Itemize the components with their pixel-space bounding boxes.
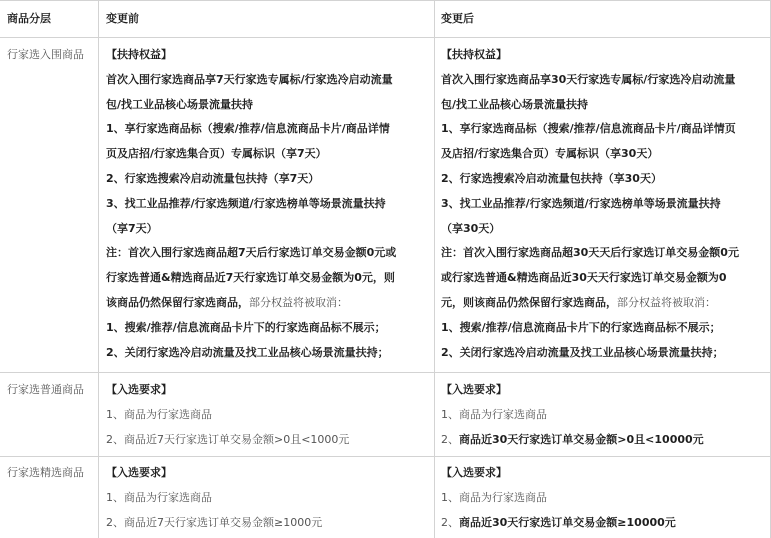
cell-line bbox=[441, 197, 721, 210]
cell-line bbox=[441, 98, 588, 111]
cell-line bbox=[106, 48, 172, 61]
col-divider-2 bbox=[434, 0, 435, 538]
cell-line-text: 2、 bbox=[441, 515, 459, 529]
cell-line-text: 【入选要求】 bbox=[441, 383, 507, 396]
cell-line-text: 2、 bbox=[441, 432, 459, 446]
cell-line bbox=[106, 433, 349, 446]
cell-line-text: 1、享行家选商品标（搜索/推荐/信息流商品卡片/商品详情页 bbox=[441, 122, 736, 136]
cell-line bbox=[106, 466, 172, 479]
cell-line-text: 1、商品为行家选商品 bbox=[106, 490, 212, 504]
cell-line-text: 及店招/行家选集合页）专属标识（享30天） bbox=[441, 147, 659, 161]
cell-line bbox=[106, 346, 389, 359]
cell-line bbox=[106, 516, 322, 529]
cell-line-text: 1、享行家选商品标（搜索/推荐/信息流商品卡片/商品详情 bbox=[106, 122, 390, 136]
cell-line bbox=[106, 296, 348, 309]
cell-line-emphasis: 商品近30天行家选订单交易金额≥10000元 bbox=[459, 515, 676, 529]
cell-line-emphasis: 商品近30天行家选订单交易金额>0且<10000元 bbox=[459, 432, 704, 446]
cell-line-text: 1、搜索/推荐/信息流商品卡片下的行家选商品标不展示； bbox=[106, 320, 386, 334]
cell-line bbox=[106, 222, 158, 235]
cell-line bbox=[441, 246, 739, 259]
cell-line bbox=[106, 383, 172, 396]
cell-line bbox=[441, 48, 507, 61]
cell-line-text: 2、商品近7天行家选订单交易金额>0且<1000元 bbox=[106, 432, 350, 446]
cell-line bbox=[106, 197, 386, 210]
cell-line bbox=[441, 147, 658, 160]
cell-line bbox=[441, 296, 716, 309]
cell-line-text: 1、搜索/推荐/信息流商品卡片下的行家选商品标不展示； bbox=[441, 320, 721, 334]
cell-line-text: 行家选普通&精选商品近7天行家选订单交易金额为0元，则 bbox=[106, 271, 395, 285]
cell-line-text: 首次入围行家选商品享7天行家选专属标/行家选冷启动流量 bbox=[106, 72, 393, 86]
cell-line bbox=[441, 172, 662, 185]
row-divider-1 bbox=[0, 372, 771, 373]
cell-line bbox=[441, 346, 724, 359]
cell-line-text: 【入选要求】 bbox=[441, 466, 507, 479]
cell-line-text: 1、商品为行家选商品 bbox=[106, 407, 212, 421]
cell-line bbox=[441, 516, 676, 529]
cell-line bbox=[441, 73, 735, 86]
header-category: 商品分层 bbox=[7, 12, 51, 25]
header-before: 变更前 bbox=[106, 12, 139, 25]
cell-line-text: 或行家选普通&精选商品近30天天行家选订单交易金额为0 bbox=[441, 271, 727, 285]
cell-line bbox=[441, 271, 727, 284]
cell-line-text: 3、找工业品推荐/行家选频道/行家选榜单等场景流量扶持 bbox=[441, 196, 721, 210]
cell-line-text: 首次入围行家选商品享30天行家选专属标/行家选冷启动流量 bbox=[441, 72, 736, 86]
cell-line bbox=[441, 321, 721, 334]
cell-line bbox=[441, 222, 500, 235]
cell-line-text: 1、商品为行家选商品 bbox=[441, 490, 547, 504]
cell-line bbox=[441, 491, 547, 504]
header-divider bbox=[0, 37, 771, 38]
cell-line-text: 2、行家选搜索冷启动流量包扶持（享7天） bbox=[106, 172, 320, 185]
cell-line-text: 2、关闭行家选冷启动流量及找工业品核心场景流量扶持； bbox=[441, 345, 724, 359]
cell-line-text: 2、关闭行家选冷启动流量及找工业品核心场景流量扶持； bbox=[106, 345, 389, 359]
cell-line-text: 包/找工业品核心场景流量扶持 bbox=[106, 97, 254, 111]
cell-line-text: 【入选要求】 bbox=[106, 466, 172, 479]
cell-line-text: 注：首次入围行家选商品超30天天后行家选订单交易金额0元 bbox=[441, 246, 739, 260]
cell-line bbox=[106, 246, 396, 259]
cell-line bbox=[106, 408, 212, 421]
cell-line bbox=[441, 383, 507, 396]
cell-line-text: 2、商品近7天行家选订单交易金额≥1000元 bbox=[106, 515, 323, 529]
row-divider-2 bbox=[0, 456, 771, 457]
cell-line-text: 【扶持权益】 bbox=[106, 48, 172, 61]
cell-line-text: 注：首次入围行家选商品超7天后行家选订单交易金额0元或 bbox=[106, 246, 397, 260]
cell-line bbox=[106, 491, 212, 504]
cell-line bbox=[441, 433, 704, 446]
cell-line bbox=[106, 321, 386, 334]
cell-line-text: （享30天） bbox=[441, 221, 501, 235]
cell-line bbox=[106, 147, 327, 160]
cell-line-tail: 部分权益将被取消： bbox=[617, 296, 716, 309]
col-divider-1 bbox=[98, 0, 99, 538]
cell-line-text: 【入选要求】 bbox=[106, 383, 172, 396]
cell-line-text: 1、商品为行家选商品 bbox=[441, 407, 547, 421]
cell-line bbox=[106, 98, 253, 111]
cell-line-text: 【扶持权益】 bbox=[441, 48, 507, 61]
cell-line bbox=[441, 466, 507, 479]
cell-line bbox=[441, 122, 736, 135]
cell-line-tail: 部分权益将被取消： bbox=[249, 296, 348, 309]
row-category-shortlisted: 行家选入围商品 bbox=[7, 48, 84, 61]
cell-line bbox=[106, 271, 395, 284]
cell-line bbox=[106, 73, 393, 86]
cell-line-text: 页及店招/行家选集合页）专属标识（享7天） bbox=[106, 147, 327, 161]
table-border-top bbox=[0, 0, 771, 1]
row-category-regular: 行家选普通商品 bbox=[7, 383, 84, 396]
cell-line bbox=[106, 172, 319, 185]
cell-line bbox=[441, 408, 547, 421]
cell-line bbox=[106, 122, 390, 135]
cell-line-text: 元，则该商品仍然保留行家选商品， bbox=[441, 296, 617, 309]
row-category-premium: 行家选精选商品 bbox=[7, 466, 84, 479]
cell-line-text: 2、行家选搜索冷启动流量包扶持（享30天） bbox=[441, 172, 662, 185]
cell-line-text: 该商品仍然保留行家选商品， bbox=[106, 296, 249, 309]
cell-line-text: 包/找工业品核心场景流量扶持 bbox=[441, 97, 589, 111]
header-after: 变更后 bbox=[441, 12, 474, 25]
cell-line-text: 3、找工业品推荐/行家选频道/行家选榜单等场景流量扶持 bbox=[106, 196, 386, 210]
cell-line-text: （享7天） bbox=[106, 221, 158, 235]
